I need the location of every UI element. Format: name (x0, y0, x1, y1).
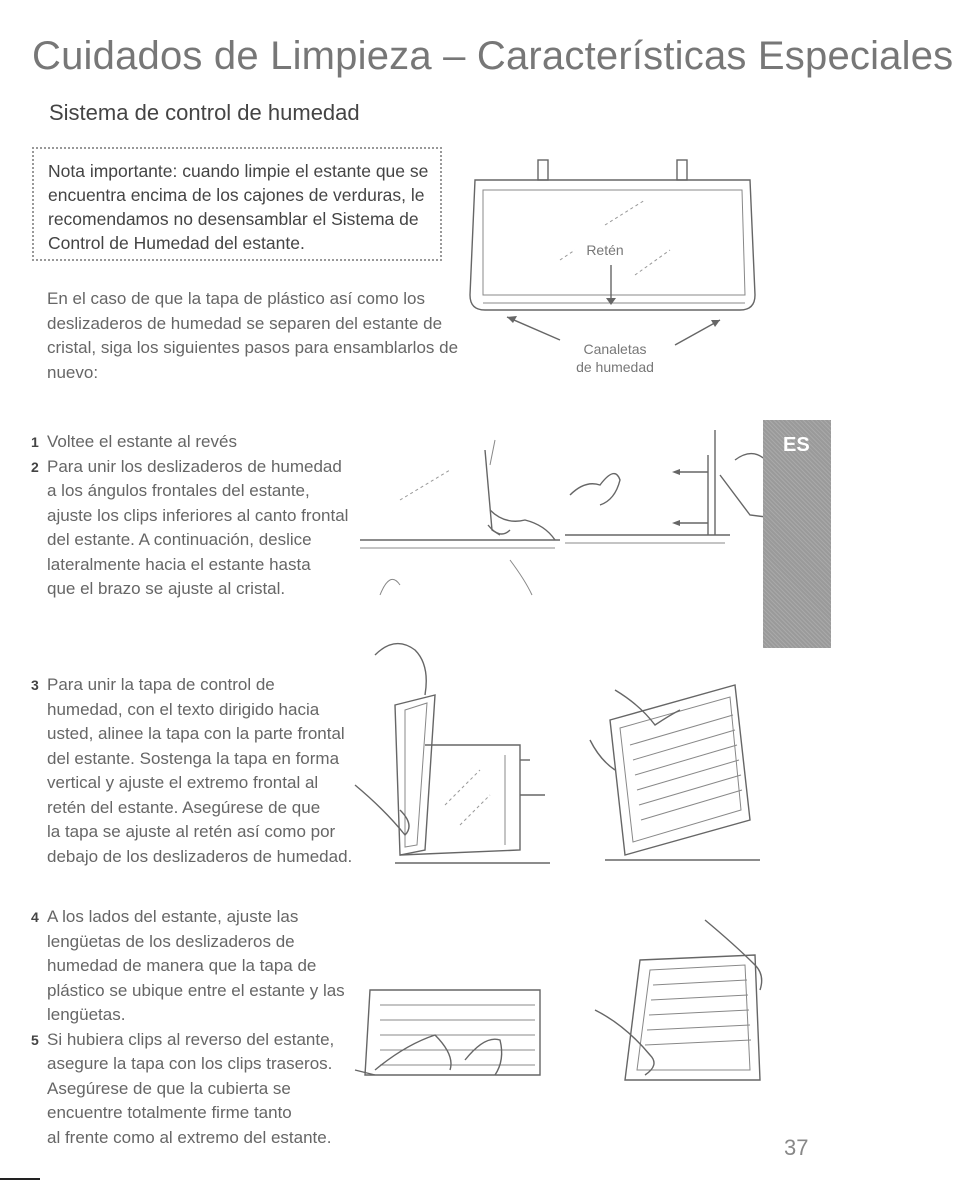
step-text: A los lados del estante, ajuste las (47, 907, 299, 926)
step-text: retén del estante. Asegúrese de que (47, 797, 321, 817)
step-text: al frente como al extremo del estante. (47, 1127, 332, 1147)
step2-illustration-left (360, 430, 560, 600)
step-text: Si hubiera clips al reverso del estante, (47, 1029, 335, 1049)
step-text: ajuste los clips inferiores al canto frontal (47, 505, 349, 525)
step-3 (31, 673, 353, 869)
step-text: usted, alinee la tapa con la parte frontal (47, 724, 345, 743)
intro-line: cristal, siga los siguientes pasos para ensamblarlos de (47, 338, 459, 357)
reten-label: Retén (586, 242, 624, 258)
steps-4-5 (31, 905, 345, 1150)
step-number: 2 (31, 458, 39, 475)
step-number: 1 (31, 434, 39, 450)
step-text: lengüetas de los deslizaderos de (47, 931, 295, 951)
note-line: recomendamos no desensamblar el Sistema de (48, 209, 419, 229)
step-text: humedad, con el texto dirigido hacia (47, 699, 320, 719)
step-text: Voltee el estante al revés (47, 432, 237, 451)
note-line: Nota importante: cuando limpie el estante que se (48, 161, 429, 181)
step-text: Asegúrese de que la cubierta se (47, 1078, 291, 1098)
step-text: encuentre totalmente firme tanto (47, 1103, 292, 1122)
steps-1-2 (31, 430, 349, 602)
page-title: Cuidados de Limpieza – Características Especiales (32, 34, 953, 78)
step-text: vertical y ajuste el extremo frontal al (47, 773, 319, 792)
canaletas-label-line2: de humedad (576, 359, 654, 375)
step2-illustration-right (560, 425, 790, 565)
step3-illustration-right (585, 670, 765, 865)
intro-line: nuevo: (47, 362, 99, 382)
canaletas-label (560, 340, 670, 376)
page-edge-mark (0, 1178, 40, 1180)
page-number: 37 (784, 1135, 809, 1160)
step-4 (31, 905, 345, 930)
intro-line: En el caso de que la tapa de plástico así como los (47, 289, 426, 308)
step-text: Para unir la tapa de control de (47, 675, 275, 694)
step-text: lateralmente hacia el estante hasta (47, 554, 311, 574)
section-title: Sistema de control de humedad (49, 100, 360, 125)
step-text: del estante. Sostenga la tapa en forma (47, 748, 340, 768)
note-line: Control de Humedad del estante. (48, 233, 305, 253)
step3-illustration-left (355, 635, 565, 865)
step-text: a los ángulos frontales del estante, (47, 481, 310, 500)
step-number: 3 (31, 677, 39, 693)
important-note-box (32, 147, 442, 261)
step-text: asegure la tapa con los clips traseros. (47, 1054, 333, 1073)
step-text: la tapa se ajuste al retén así como por (47, 822, 336, 841)
language-tab-label: ES (783, 434, 810, 456)
intro-line: deslizaderos de humedad se separen del estante de (47, 313, 443, 333)
step-text: del estante. A continuación, deslice (47, 530, 312, 549)
step-3-first-line (31, 673, 352, 698)
canaletas-label-line1: Canaletas (583, 341, 647, 357)
note-line: encuentra encima de los cajones de verduras, le (48, 185, 425, 205)
step-number: 4 (31, 909, 39, 925)
step-1 (31, 430, 348, 455)
step-2 (31, 455, 348, 480)
step-text: debajo de los deslizaderos de humedad. (47, 846, 353, 866)
step-text: lengüetas. (47, 1005, 126, 1024)
step4-illustration-left (355, 960, 545, 1080)
intro-paragraph (47, 287, 458, 385)
step-text: que el brazo se ajuste al cristal. (47, 579, 286, 598)
step4-illustration-right (595, 915, 770, 1085)
language-tab (763, 420, 831, 648)
step-text: Para unir los deslizaderos de humedad (47, 456, 342, 476)
step-5 (31, 1028, 345, 1053)
step-number: 5 (31, 1031, 39, 1048)
step-text: plástico se ubique entre el estante y las (47, 980, 345, 1000)
step-text: humedad de manera que la tapa de (47, 956, 317, 975)
